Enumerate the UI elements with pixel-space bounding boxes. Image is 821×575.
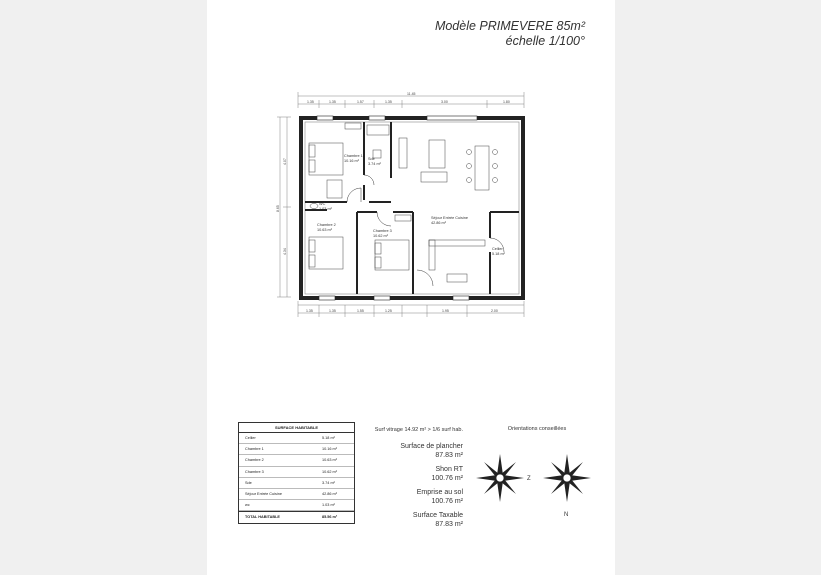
table-row: wc 1.03 m² [239, 500, 354, 511]
dim-top-6: 1.80 [503, 100, 510, 104]
dim-left-total: 8.65 [276, 205, 280, 212]
stat-label: Emprise au sol [416, 489, 463, 496]
stat-value: 87.83 m² [435, 452, 463, 459]
room-sde-area: 3.74 m² [368, 162, 381, 166]
compass-label-z: Z [527, 476, 531, 482]
dim-top-2: 1.35 [329, 100, 336, 104]
room-wc-name: WC [319, 202, 326, 206]
dim-top-4: 1.35 [385, 100, 392, 104]
orientation-section [477, 426, 597, 434]
dim-bottom-4: 1.25 [385, 309, 392, 313]
stat-value: 100.76 m² [431, 498, 463, 505]
dim-top-3: 1.57 [357, 100, 364, 104]
table-row: Chambre 2 10.63 m² [239, 455, 354, 466]
dim-top-total: 11.45 [407, 92, 416, 96]
dim-bottom-6: 2.00 [491, 309, 498, 313]
room-chambre2-area: 10.63 m² [317, 228, 332, 232]
surface-table-header: SURFACE HABITABLE [239, 423, 354, 433]
dim-top-5: 3.00 [441, 100, 448, 104]
room-chambre2-name: Chambre 2 [317, 223, 336, 227]
room-wc-area: 1.03 m² [319, 207, 332, 211]
doors [347, 175, 504, 286]
document-sheet [207, 0, 615, 575]
stat-value: 87.83 m² [435, 521, 463, 528]
model-title: Modèle PRIMEVERE 85m² [434, 19, 585, 33]
table-total-row: TOTAL HABITABLE 85.56 m² [239, 511, 354, 522]
surface-table [238, 422, 355, 524]
room-sejour-area: 42.86 m² [431, 221, 446, 225]
room-chambre1-name: Chambre 1 [344, 154, 363, 158]
scale-label: échelle 1/100° [505, 34, 585, 48]
stat-label: Surface de plancher [400, 443, 463, 450]
room-labels [317, 154, 506, 256]
stat-value: 100.76 m² [431, 475, 463, 482]
dim-bottom-1: 1.35 [306, 309, 313, 313]
orientation-title: Orientations conseillées [507, 426, 567, 432]
compass-label-n: N [564, 512, 569, 518]
room-chambre1-area: 10.16 m² [344, 159, 359, 163]
table-row: Chambre 1 10.16 m² [239, 444, 354, 455]
room-cellier-name: Cellier [492, 247, 503, 251]
dim-top-1: 1.35 [307, 100, 314, 104]
room-chambre3-name: Chambre 3 [373, 229, 392, 233]
dim-bottom-5: 1.95 [442, 309, 449, 313]
vitrage-note: Surf vitrage 14.92 m² > 1/6 surf hab. [374, 427, 463, 433]
top-dimension-labels [307, 92, 510, 104]
compass-rose-left-icon [474, 452, 526, 504]
dim-bottom-2: 1.35 [329, 309, 336, 313]
room-chambre3-area: 10.62 m² [373, 234, 388, 238]
left-dimension-labels [276, 158, 287, 255]
room-sde-name: Sde [368, 157, 375, 161]
room-cellier-area: 5.18 m² [492, 252, 505, 256]
windows [317, 116, 477, 300]
table-row: Cellier 5.18 m² [239, 433, 354, 444]
table-row: Sde 3.74 m² [239, 478, 354, 489]
dim-left-2: 4.34 [283, 248, 287, 255]
stat-label: Shon RT [435, 466, 463, 473]
room-sejour-name: Séjour Entrée Cuisine [431, 216, 468, 220]
table-row: Séjour Entrée Cuisine 42.86 m² [239, 489, 354, 500]
table-row: Chambre 3 10.62 m² [239, 467, 354, 478]
interior-walls [305, 122, 519, 294]
stat-label: Surface Taxable [412, 512, 463, 519]
dim-bottom-3: 1.55 [357, 309, 364, 313]
surface-stats [343, 426, 463, 534]
dim-left-1: 4.07 [283, 158, 287, 165]
compass-rose-right-icon [541, 452, 593, 504]
